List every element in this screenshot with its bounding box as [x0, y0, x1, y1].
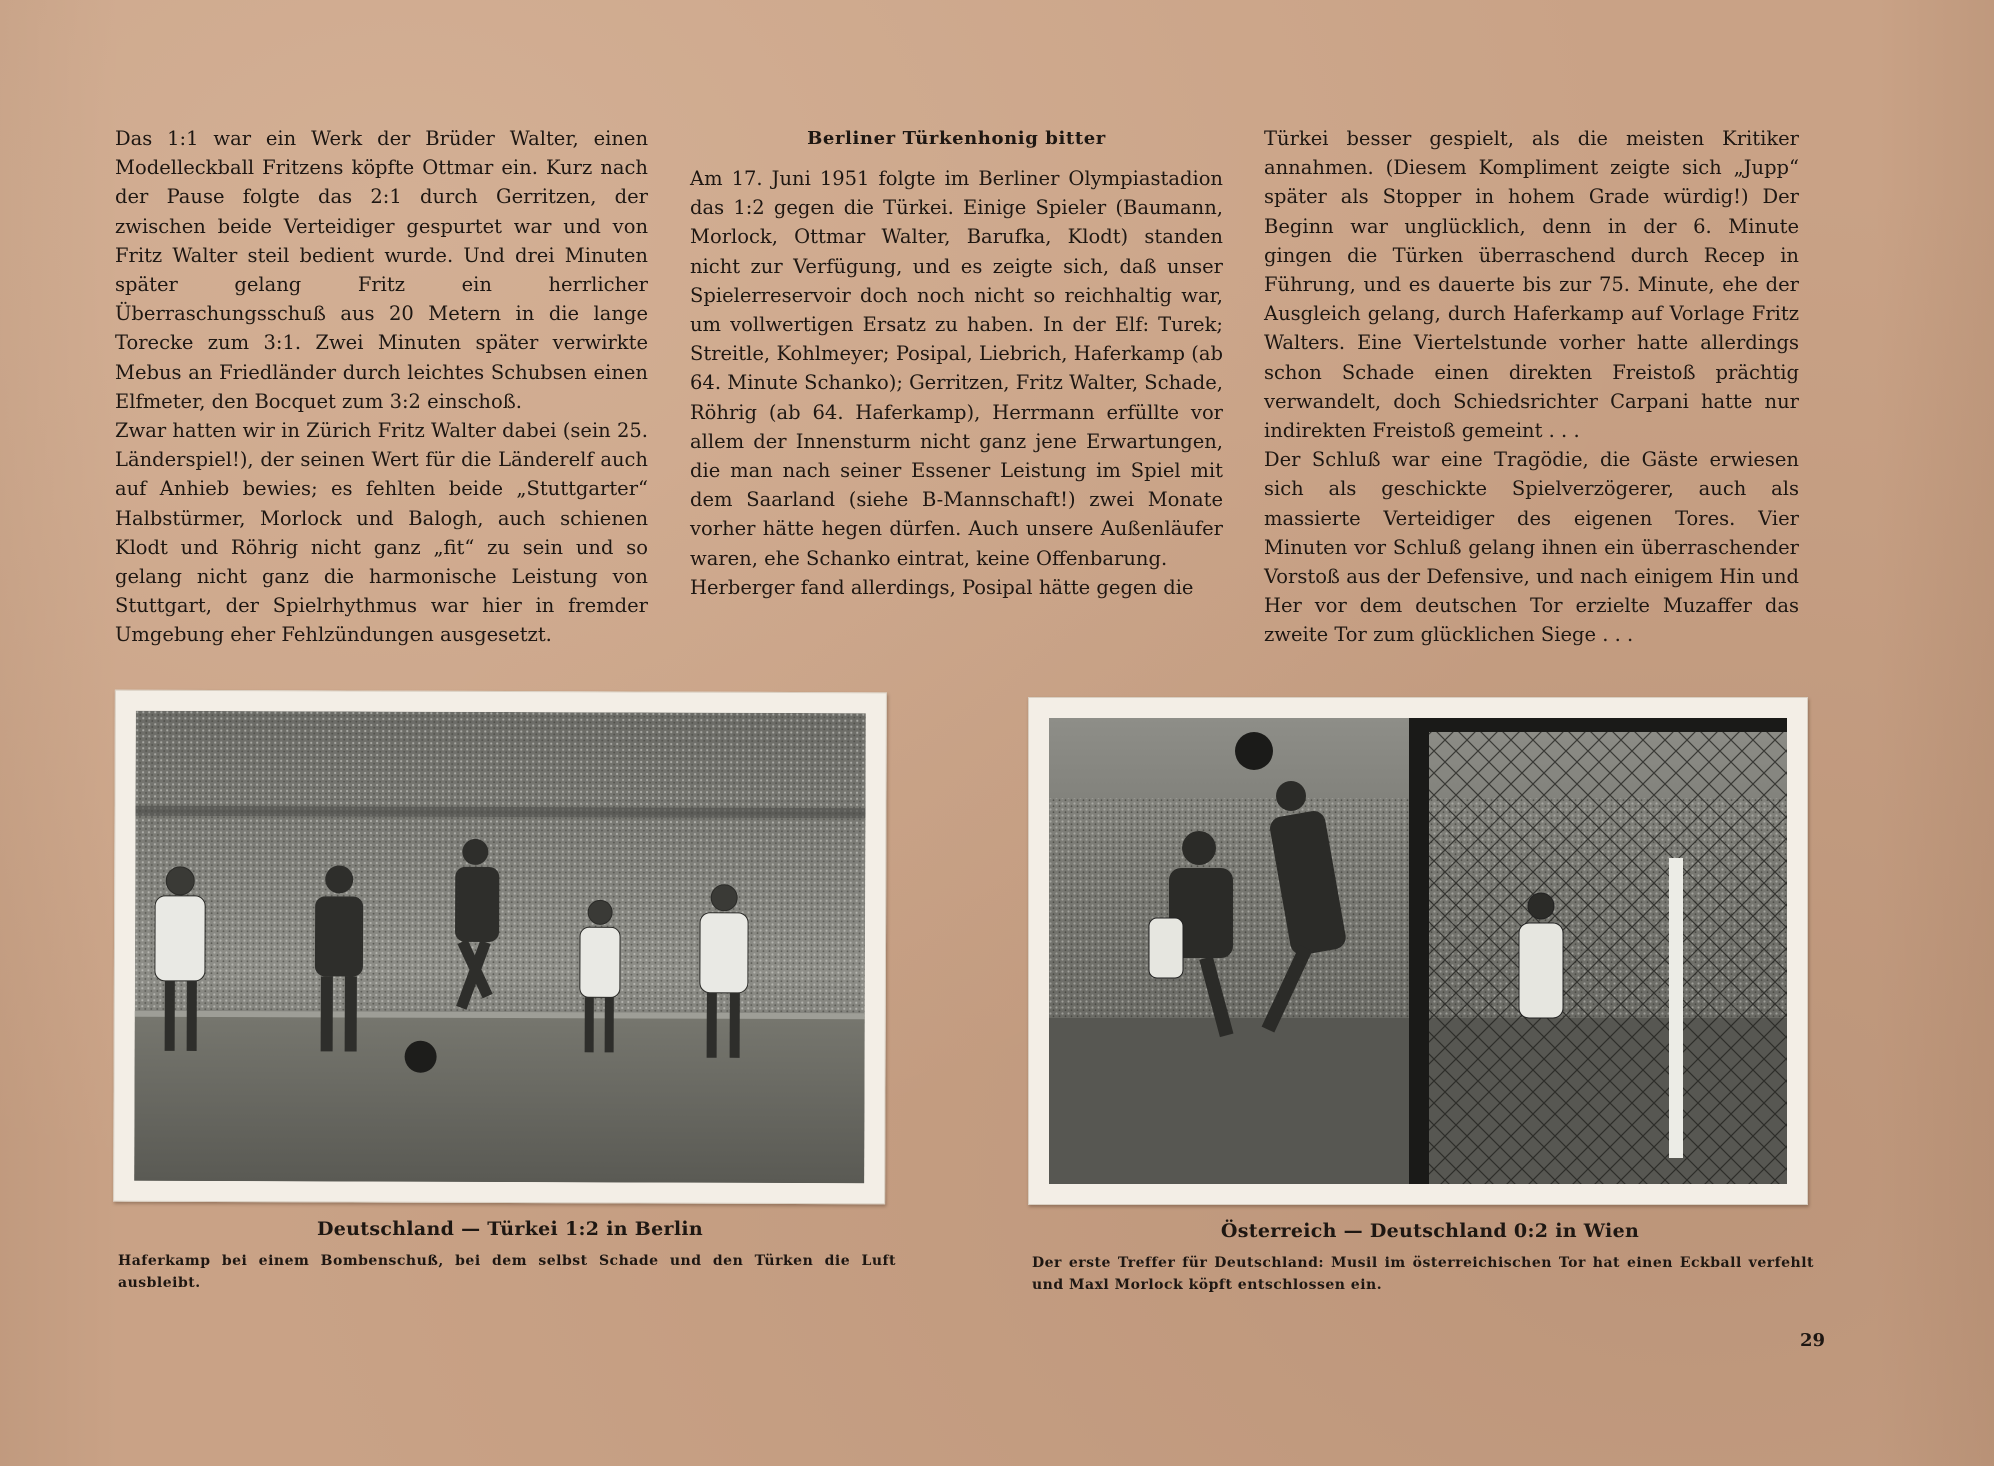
photo-berlin-image	[134, 711, 866, 1184]
text-column-middle	[690, 124, 1223, 602]
section-heading: Berliner Türkenhonig bitter	[807, 128, 1106, 149]
photo-caption-berlin: Haferkamp bei einem Bombenschuß, bei dem selbst Schade und den Türken die Luft ausbleibt.	[118, 1253, 896, 1291]
photo-title-wien: Österreich — Deutschland 0:2 in Wien	[1220, 1220, 1640, 1242]
match-photo-wien	[1028, 697, 1808, 1205]
match-photo-berlin	[113, 690, 887, 1205]
paragraph: Herberger fand allerdings, Posipal hätte gegen die	[690, 575, 1194, 599]
paragraph: Der Schluß war eine Tragödie, die Gäste erwiesen sich als geschickte Spielverzögerer, auch als massierte Verteidiger des eigenen Tores. Vier Minuten vor Schluß gelang ihnen ein überraschender Vorstoß aus der Defensive, und nach einigem Hin und Her vor dem deutschen Tor erzielte Muzaffer das zweite Tor zum glücklichen Siege . . .	[1264, 448, 1799, 647]
photo-wien-image	[1049, 718, 1787, 1184]
photo-caption-wien: Der erste Treffer für Deutschland: Musil im österreichischen Tor hat einen Eckball verfehlt und Maxl Morlock köpft entschlossen ein.	[1032, 1255, 1814, 1293]
paragraph: Zwar hatten wir in Zürich Fritz Walter dabei (sein 25. Länderspiel!), der seinen Wert für die Länderelf auch auf Anhieb bewies; es fehlten beide „Stuttgarter“ Halbstürmer, Morlock und Balogh, auch schienen Klodt und Röhrig nicht ganz „fit“ zu sein und so gelang nicht ganz die harmonische Leistung von Stuttgart, der Spielrhythmus war hier in fremder Umgebung eher Fehlzündungen ausgesetzt.	[115, 419, 648, 647]
paragraph: Am 17. Juni 1951 folgte im Berliner Olympiastadion das 1:2 gegen die Türkei. Einige Spieler (Baumann, Morlock, Ottmar Walter, Barufka, Klodt) standen nicht zur Verfügung, und es zeigte sich, daß unser Spielerreservoir doch noch nicht so reichhaltig war, um vollwertigen Ersatz zu haben. In der Elf: Turek; Streitle, Kohlmeyer; Posipal, Liebrich, Haferkamp (ab 64. Minute Schanko); Gerritzen, Fritz Walter, Schade, Röhrig (ab 64. Haferkamp), Herrmann erfüllte vor allem der Innensturm nicht ganz jene Erwartungen, die man nach seiner Essener Leistung im Spiel mit dem Saarland (siehe B-Mannschaft!) zwei Monate vorher hätte hegen dürfen. Auch unsere Außenläufer waren, ehe Schanko eintrat, keine Offenbarung.	[690, 167, 1223, 570]
page-number: 29	[1800, 1330, 1826, 1351]
photo-title-berlin: Deutschland — Türkei 1:2 in Berlin	[317, 1218, 703, 1240]
paragraph: Türkei besser gespielt, als die meisten Kritiker annahmen. (Diesem Kompliment zeigte sich „Jupp“ später als Stopper in hohem Grade würdig!) Der Beginn war unglücklich, denn in der 6. Minute gingen die Türken überraschend durch Recep in Führung, und es dauerte bis zur 75. Minute, ehe der Ausgleich gelang, durch Haferkamp auf Vorlage Fritz Walters. Eine Viertelstunde vorher hatte allerdings schon Schade einen direkten Freistoß prächtig verwandelt, doch Schiedsrichter Carpani hatte nur indirekten Freistoß gemeint . . .	[1264, 127, 1799, 443]
text-column-left	[115, 124, 648, 650]
paragraph: Das 1:1 war ein Werk der Brüder Walter, einen Modelleckball Fritzens köpfte Ottmar ein. Kurz nach der Pause folgte das 2:1 durch Gerritzen, der zwischen beide Verteidiger gespurtet war und von Fritz Walter steil bedient wurde. Und drei Minuten später gelang Fritz ein herrlicher Überraschungsschuß aus 20 Metern in die lange Torecke zum 3:1. Zwei Minuten später verwirkte Mebus an Friedländer durch leichtes Schubsen einen Elfmeter, den Bocquet zum 3:2 einschoß.	[115, 127, 648, 413]
text-column-right	[1264, 124, 1799, 650]
